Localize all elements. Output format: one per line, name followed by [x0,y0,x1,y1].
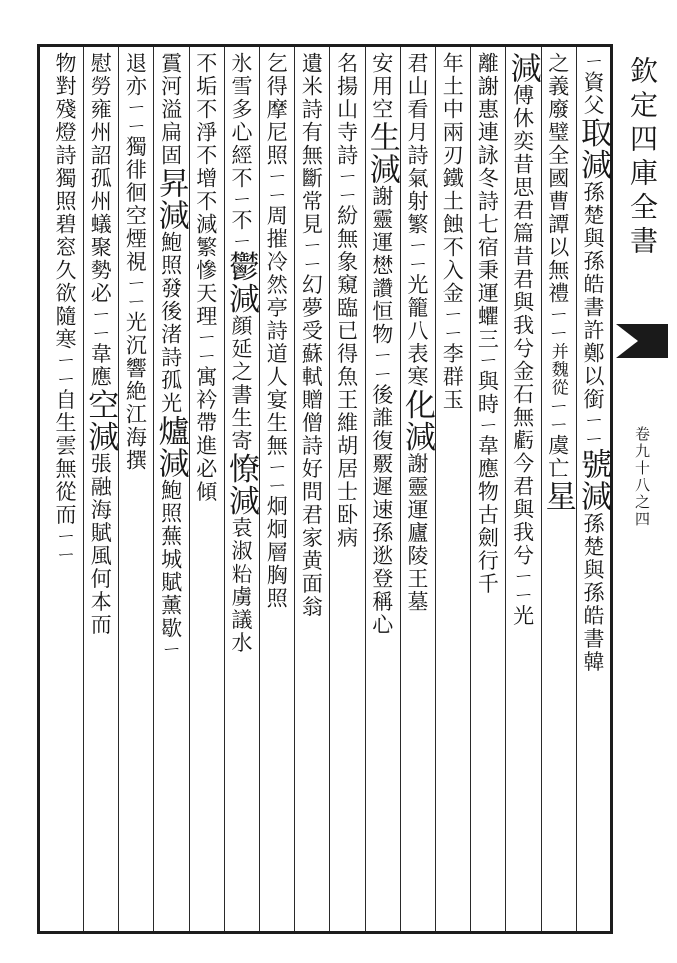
entry-text: 山寺詩 [334,98,359,167]
entry-text: 璧全國曹譚以無禮 [545,121,570,305]
entry-text: ㄧㄧ [299,236,324,274]
text-column-8 [327,52,367,928]
margin-strip [616,44,668,934]
text-column-16 [45,52,85,928]
entry-text: ㄧㄧ [510,567,535,605]
book-title: 欽定四庫全書 [626,56,659,260]
text-column-6 [397,52,437,928]
entry-text: 君山看月詩氣射繁 [405,52,429,236]
entry-headword: 星 [539,480,576,513]
entry-text: ㄧㄧ [581,410,605,449]
entry-text: 李群玉 [440,342,465,412]
entry-text: 紛無象窺臨已得魚王維胡居士卧病 [334,204,359,550]
entry-text: 物對殘燈詩獨照碧窓久欲隨寒 [53,52,77,351]
entry-text: 韋應 [88,342,113,389]
entry-text: 安用空 [369,52,394,121]
text-column-10 [256,52,296,928]
text-column-4 [467,52,507,928]
entry-text: 離謝惠連詠冬詩七宿秉運蠷三 [475,52,500,351]
entry-text: 年土中兩刃鐵土蝕不入金 [440,52,465,305]
entry-text: ㄧㄧ虞亡 [545,396,570,481]
entry-text: 霣河溢扁固 [158,52,183,167]
entry-text: 袁淑𥹋虜議水 [229,516,253,655]
entry-text: 炯炯層胸照 [264,495,289,611]
entry-text: 自生雲無從而 [53,388,77,527]
entry-text: ㄧㄧ [53,526,77,565]
entry-text: 韋應物古劍行千 [475,434,500,596]
entry-text: ㄧㄧ [264,167,289,205]
entry-text: 遺米詩有無斷常見 [299,52,324,236]
entry-text: ㄧㄧ [334,167,359,205]
volume-label: 卷九十八之四 [633,426,651,528]
entry-text: ㄧㄧ [545,305,570,343]
entry-text: ㄧㄧ [53,351,77,389]
entry-text: ㄧ [158,640,183,659]
entry-text: ㄧ資父 [581,52,605,117]
entry-text: 慰勞雍州詔孤州蟻聚勢必 [88,52,113,305]
text-column-15 [80,52,120,928]
entry-text: 周摧冷然亭詩道人宴生無 [264,204,289,458]
entry-text: ㄧㄧ [405,236,429,274]
entry-text: 光沉響絶江海撰 [123,311,148,473]
entry-text: ㄧㄧ [123,98,148,136]
entry-text: 孫楚與孫皓書許鄭以銜 [581,180,605,411]
text-column-14 [115,52,155,928]
entry-text: ㄧ [475,351,500,370]
entry-text: ㄧㄧ [193,328,218,366]
entry-text: 獨徘徊空煙視 [123,135,148,274]
entry-text: 與時 [475,369,500,416]
entry-text: 傅休奕昔思君篇昔君與我兮金石無虧今君與我兮 [510,84,535,567]
entry-headword: 憭減 [223,452,259,517]
entry-text: ㄧ [229,190,253,209]
text-column-11 [221,52,261,928]
entry-text: 光籠八表寒 [405,273,429,389]
fishtail-mark [616,324,668,358]
entry-headword: 取減 [575,116,611,181]
entry-text: 謝靈運𢡟讚恒物 [369,185,394,346]
entry-headword: 號減 [575,448,611,513]
entry-headword: 昇減 [152,167,189,231]
entry-headword: 空減 [82,388,119,453]
entry-text: 名揚 [334,52,359,98]
entry-text: 後誰復覈遲速孫逖登稱心 [369,383,394,637]
entry-text: 幻夢受蘇軾贈僧詩好問君家黄面翁 [299,273,324,619]
entry-headword: 鬱減 [223,250,259,315]
text-column-2 [538,52,578,928]
entry-text: 顔延之書生寄 [229,314,253,453]
entry-text: 謝靈運廬陵王墓 [405,452,429,614]
entry-text: 乞得摩尼照 [264,52,289,167]
entry-text: 光 [510,604,535,628]
entry-text: ㄧ [229,231,253,251]
entry-text: ㄧ [475,415,500,435]
entry-text: 氷雪多心經不 [229,52,253,190]
entry-headword: 爐減 [152,415,189,479]
entry-text: 不 [229,208,253,232]
entry-text: 寓衿帶進必傾 [193,365,218,504]
text-column-12 [186,52,226,928]
text-column-9 [291,52,331,928]
entry-text: ㄧㄧ [88,305,113,343]
text-column-1 [573,52,613,928]
entry-text: 鮑照蕪城賦薰歇 [158,479,183,640]
text-column-13 [151,52,191,928]
entry-headword: 生減 [363,121,400,185]
entry-text: ㄧㄧ [440,305,465,343]
text-column-7 [362,52,402,928]
entry-text: 并魏從 [547,342,568,397]
entry-text: ㄧㄧ [264,457,289,496]
entry-text: 退亦 [123,52,148,98]
entry-text: ㄧㄧ [123,273,148,312]
entry-text: ㄧㄧ [369,346,394,384]
text-column-5 [432,52,472,928]
entry-headword: 減 [504,52,541,84]
entry-headword: 化減 [399,388,435,453]
entry-text: 不垢不淨不增不減 [193,52,218,236]
entry-text: 鮑照發後渚詩孤光 [158,231,183,415]
entry-text: 之義廢 [545,52,570,121]
entry-text: 繁慘天理 [193,236,218,328]
entry-text: 張融海賦風何本而 [88,452,113,637]
text-column-3 [503,52,543,928]
entry-text: 孫楚與孫皓書韓 [581,512,605,674]
